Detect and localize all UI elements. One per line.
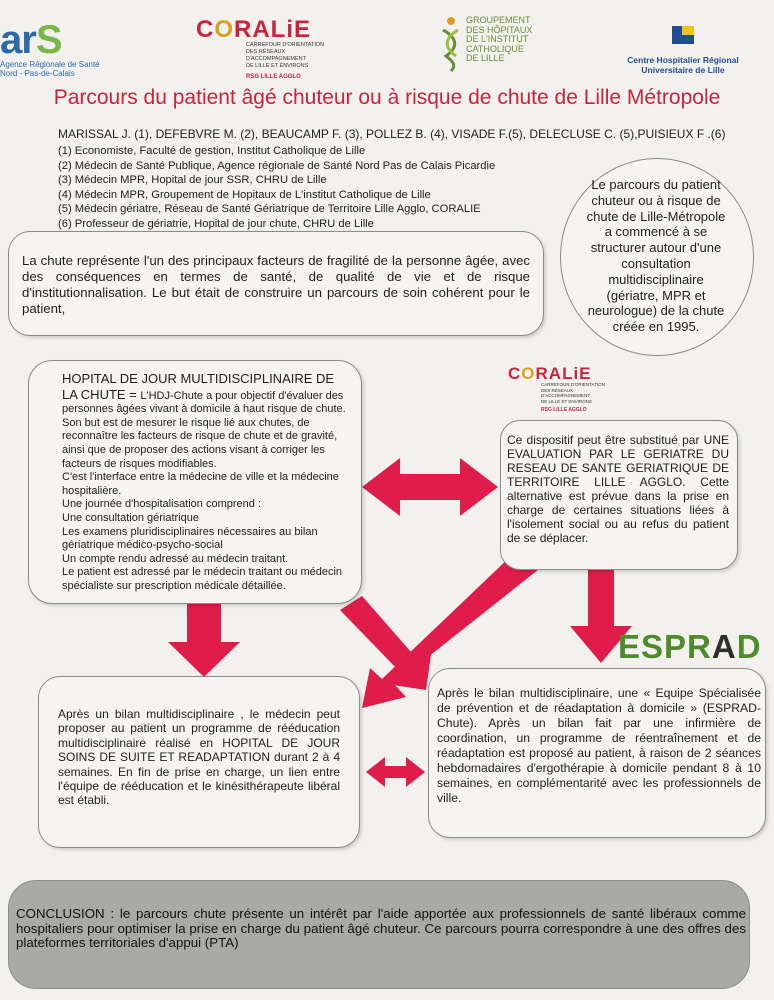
- intro-text: La chute représente l'un des principaux facteurs de fragilité de la personne âgée, avec des conséquences en termes de santé, de qualité de vie et de risque d'institutionnalisation. Le but était de construire un parcours de soin cohérent pour le patient,: [22, 253, 530, 316]
- hdj-line: C'est l'interface entre la médecine de ville et la médecine hospitalière.: [62, 471, 339, 497]
- affiliation-item: (6) Professeur de gériatrie, Hopital de jour chute, CHRU de Lille: [58, 217, 374, 230]
- hdj-text: [62, 372, 352, 594]
- hdj-line: Une consultation gériatrique: [62, 511, 199, 524]
- ars-logo-mark: arS: [0, 18, 62, 62]
- hdj-line: Les examens pluridisciplinaires nécessaires au bilan gériatrique médico-psycho-social: [62, 525, 318, 552]
- coralie-logo-subtitle: CARREFOUR D'ORIENTATION DES RÉSEAUX D'ACCOMPAGNEMENT DE LILLE ET ENVIRONS: [541, 382, 605, 404]
- coralie-logo-name: CORALiE: [196, 16, 312, 43]
- ars-logo-subtitle: Agence Régionale de Santé Nord - Pas-de-Calais: [0, 60, 100, 78]
- coralie-logo-footer: RSG LILLE AGGLO: [246, 74, 301, 80]
- hdj-heading: HOPITAL DE JOUR MULTIDISCIPLINAIRE DE LA CHUTE =: [62, 371, 335, 402]
- esprad-text: Après le bilan multidisciplinaire, une « Equipe Spécialisée de prévention et de réadaptation à domicile » (ESPRAD-Chute). Après un bilan fait par une infirmière de coordination, un programme de réentraînement et de réadaptation est proposé au patient, à raison de 2 séances hebdomadaires d'ergothérapie à domicile pendant 8 à 10 semaines, en complémentarité avec les professionnels de ville.: [437, 686, 761, 805]
- ghicl-logo-text: GROUPEMENT DES HÔPITAUX DE L'INSTITUT CATHOLIQUE DE LILLE: [466, 15, 533, 63]
- hdj-paragraph: L'HDJ-Chute a pour objectif d'évaluer des personnes âgées vivant à domicile à haut risque de chute. Son but est de mesurer le risque lié aux chutes, de reconnaître les facteurs de risque de chute et de gravité, ainsi que de proposer des actions visant à corriger les facteurs de risques modifiables.: [62, 389, 346, 470]
- hdj-line: Un compte rendu adressé au médecin traitant.: [62, 552, 289, 565]
- history-oval-text: Le parcours du patient chuteur ou à risque de chute de Lille-Métropole a commencé à se structurer autour d'une consultation multidisciplinaire (gériatre, MPR et neurologue) de la chute créée en 1995.: [586, 177, 726, 335]
- double-arrow-ssr-esprad: [366, 757, 425, 787]
- coralie-logo-subtitle: CARREFOUR D'ORIENTATION DES RÉSEAUX D'ACCOMPAGNEMENT DE LILLE ET ENVIRONS: [246, 42, 325, 69]
- hdj-line: Une journée d'hospitalisation comprend :: [62, 498, 261, 511]
- chru-logo-text: Centre Hospitalier Régional Universitaire de Lille: [627, 55, 739, 75]
- affiliation-item: (1) Economiste, Faculté de gestion, Institut Catholique de Lille: [58, 145, 366, 157]
- geriatre-text: Ce dispositif peut être substitué par UNE EVALUATION PAR LE GERIATRE DU RESEAU DE SANTE GERIATRIQUE DE TERRITOIRE LILLE AGGLO. Cette alternative est prévue dans la prise en charge de certaines situations liées à l'isolement social ou au refus du patient de se déplacer.: [507, 433, 729, 545]
- coralie-logo-name: CORALiE: [508, 364, 592, 383]
- authors-line: MARISSAL J. (1), DEFEBVRE M. (2), BEAUCAMP F. (3), POLLEZ B. (4), VISADE F.(5), DELECLUSE C. (5),PUISIEUX F .(6): [58, 127, 726, 141]
- double-arrow-hdj-geriatre: [362, 458, 498, 516]
- poster-title: Parcours du patient âgé chuteur ou à risque de chute de Lille Métropole: [53, 86, 721, 109]
- arrow-hdj-to-ssr: [168, 602, 240, 677]
- coralie-logo-small: [508, 365, 628, 413]
- esprad-logo: ESPRAD: [618, 628, 762, 665]
- hdj-line: Le patient est adressé par le médecin traitant ou médecin spécialiste sur prescription médicale détaillée.: [62, 566, 343, 592]
- conclusion-text: CONCLUSION : le parcours chute présente un intérêt par l'aide apportée aux professionnels de santé libéraux comme hospitaliers pour optimiser la prise en charge du patient âgé chuteur. Ce parcours pourra correspondre à une des offres des plateformes territoriales d'appui (PTA): [16, 906, 746, 951]
- affiliation-item: (4) Médecin MPR, Groupement de Hopitaux de L'institut Catholique de Lille: [58, 188, 431, 201]
- coralie-logo-footer: RSG LILLE AGGLO: [541, 407, 587, 413]
- affiliation-item: (2) Médecin de Santé Publique, Agence régionale de Santé Nord Pas de Calais Picardie: [58, 159, 496, 172]
- affiliation-item: (5) Médecin gériatre, Réseau de Santé Gériatrique de Territoire Lille Agglo, CORALIE: [58, 203, 481, 216]
- affiliation-item: (3) Médecin MPR, Hopital de jour SSR, CHRU de Lille: [58, 174, 327, 187]
- ssr-text: Après un bilan multidisciplinaire , le médecin peut proposer au patient un programme de rééducation multidisciplinaire réalisé en HOPITAL DE JOUR SOINS DE SUITE ET READAPTATION durant 2 à 4 semaines. En fin de prise en charge, un lien entre l'équipe de rééducation et le kinésithérapeute libéral est établi.: [58, 707, 340, 808]
